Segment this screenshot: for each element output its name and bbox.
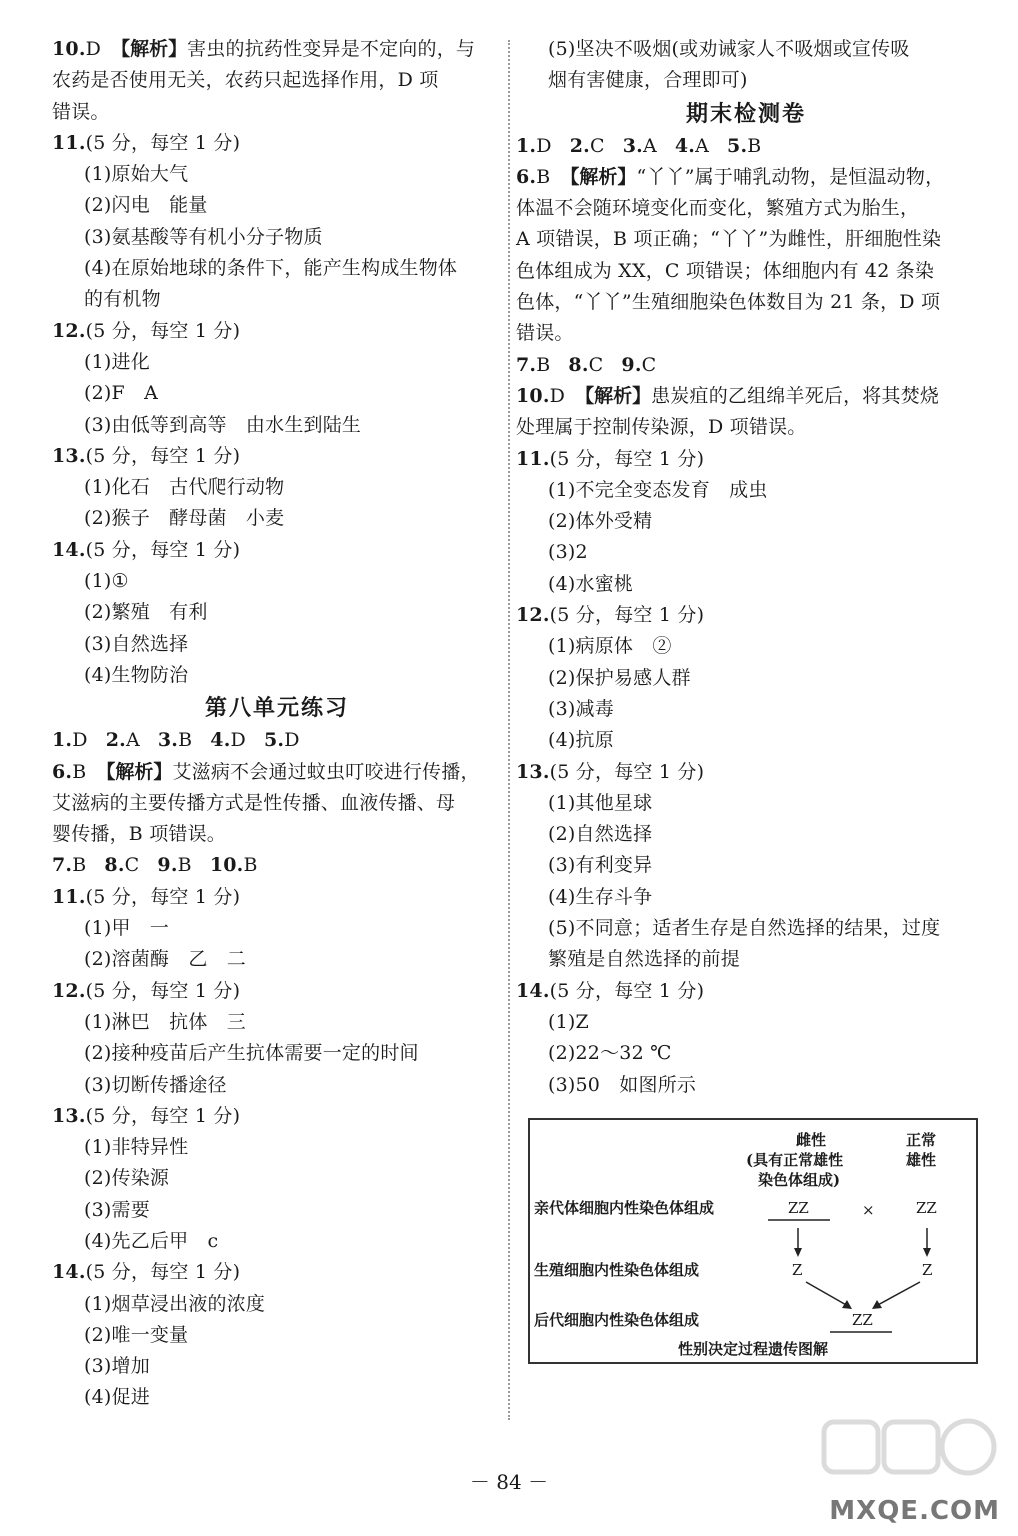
page-number: － 84 －	[469, 1470, 549, 1494]
question-number: 7.	[52, 854, 73, 877]
question-answer: B	[536, 165, 551, 188]
sub-answer: (4)抗原	[548, 729, 614, 752]
sub-answer: (2)唯一变量	[84, 1323, 189, 1346]
question-answer: (5 分，每空 1 分)	[549, 979, 705, 1002]
question-answer: (5 分，每空 1 分)	[549, 760, 705, 783]
answer-choice: C	[588, 353, 604, 376]
question-number: 4.	[674, 134, 696, 157]
answer-choice: D	[72, 729, 88, 752]
question-number: 14.	[52, 1261, 86, 1284]
answer-choice: C	[589, 134, 605, 157]
question-line	[516, 757, 976, 788]
sub-answer: (3)有利变异	[548, 854, 653, 877]
sub-answer: (1)烟草浸出液的浓度	[84, 1292, 266, 1315]
continuation-line: 色体组成为 XX，C 项错误；体细胞内有 42 条染	[516, 259, 935, 282]
continuation-line: 错误。	[52, 100, 110, 123]
question-number: 12.	[52, 979, 86, 1002]
question-line	[52, 316, 502, 347]
continuation-line: 农药是否使用无关，农药只起选择作用，D 项	[52, 69, 439, 92]
sub-answer: (2)传染源	[84, 1167, 170, 1190]
sub-answer: (3)切断传播途径	[84, 1073, 227, 1096]
question-number: 13.	[516, 760, 550, 783]
question-number: 6.	[516, 165, 537, 188]
question-line	[52, 34, 502, 65]
analysis-text: 患炭疽的乙组绵羊死后，将其焚烧	[651, 384, 940, 407]
question-number: 12.	[516, 604, 550, 627]
sub-answer: (2)猴子 酵母菌 小麦	[84, 507, 285, 530]
sub-answer: (2)溶菌酶 乙 二	[84, 948, 246, 971]
analysis-tag: 【解析】	[575, 384, 652, 407]
question-number: 13.	[52, 444, 86, 467]
question-number: 2.	[105, 729, 126, 752]
analysis-text: 害虫的抗药性变异是不定向的，与	[187, 38, 476, 60]
question-line	[516, 976, 976, 1007]
sub-answer: (4)生存斗争	[548, 885, 653, 908]
answer-choice: D	[536, 134, 552, 157]
question-answer: (5 分，每空 1 分)	[85, 319, 241, 342]
answer-choice: B	[747, 134, 762, 157]
question-answer: B	[72, 760, 87, 783]
diagram-row3-label: 后代细胞内性染色体组成	[534, 1311, 700, 1329]
question-line	[52, 882, 502, 913]
question-line	[52, 976, 502, 1007]
answer-row	[516, 350, 976, 381]
sub-answer: (2)体外受精	[548, 510, 653, 533]
answer-choice: D	[230, 729, 246, 752]
answer-choice: B	[72, 854, 87, 877]
sub-answer: (3)2	[548, 541, 588, 564]
question-number: 5.	[263, 729, 285, 752]
sub-answer: (4)先乙后甲 c	[84, 1229, 219, 1252]
diagram-col1-sub1: (具有正常雄性	[746, 1151, 844, 1169]
analysis-text: “丫丫”属于哺乳动物，是恒温动物，	[636, 165, 945, 188]
question-number: 10.	[209, 854, 244, 877]
sub-answer: (2)闪电 能量	[84, 194, 208, 217]
question-line	[516, 162, 976, 193]
left-column	[52, 34, 502, 1414]
question-number: 3.	[157, 729, 179, 752]
answer-choice: B	[177, 854, 192, 877]
answer-choice: D	[284, 729, 300, 752]
question-answer: (5 分，每空 1 分)	[85, 444, 241, 467]
question-number: 3.	[622, 134, 643, 157]
diagram-gamete-right: Z	[922, 1261, 933, 1279]
section-title: 期末检测卷	[685, 100, 806, 127]
diagram-caption: 性别决定过程遗传图解	[677, 1340, 828, 1358]
right-column	[516, 34, 976, 1101]
answer-row	[52, 850, 502, 881]
sub-answer: (2)保护易感人群	[548, 666, 691, 689]
answer-choice: A	[642, 134, 657, 157]
analysis-text: 艾滋病不会通过蚊虫叮咬进行传播，	[172, 760, 480, 783]
sub-answer: (1)①	[84, 570, 129, 593]
question-line	[52, 757, 502, 788]
sub-answer: (4)水蜜桃	[548, 572, 634, 595]
diagram-col2-sub: 雄性	[906, 1151, 937, 1169]
sub-answer: (1)非特异性	[84, 1136, 189, 1159]
question-answer: (5 分，每空 1 分)	[549, 604, 705, 627]
question-number: 7.	[516, 353, 537, 376]
question-number: 14.	[52, 538, 86, 561]
answer-choice: A	[125, 729, 140, 752]
sub-answer: 的有机物	[84, 288, 161, 311]
question-number: 6.	[52, 760, 73, 783]
question-answer: (5 分，每空 1 分)	[85, 538, 241, 561]
question-answer: (5 分，每空 1 分)	[85, 979, 241, 1002]
question-number: 9.	[621, 353, 642, 376]
question-answer: D	[85, 38, 102, 60]
answer-choice: B	[536, 353, 551, 376]
sub-answer: 繁殖是自然选择的前提	[548, 948, 741, 971]
sub-answer: (5)坚决不吸烟(或劝诫家人不吸烟或宣传吸	[548, 38, 910, 60]
sub-answer: (1)进化	[84, 350, 150, 373]
answer-choice: C	[641, 353, 657, 376]
sub-answer: (3)自然选择	[84, 632, 189, 655]
continuation-line: 色体，“丫丫”生殖细胞染色体数目为 21 条，D 项	[516, 291, 941, 314]
question-line	[52, 441, 502, 472]
question-line	[516, 381, 976, 412]
question-number: 10.	[52, 38, 86, 60]
sub-answer: (3)减毒	[548, 697, 614, 720]
question-answer: (5 分，每空 1 分)	[549, 447, 705, 470]
answer-row	[52, 725, 502, 756]
question-number: 8.	[104, 854, 125, 877]
sub-answer: (3)氨基酸等有机小分子物质	[84, 225, 323, 248]
sub-answer: (2)F A	[84, 382, 159, 405]
diagram-parent-right: ZZ	[916, 1199, 937, 1217]
sub-answer: (1)甲 一	[84, 917, 170, 940]
question-line	[52, 1257, 502, 1288]
question-answer: D	[549, 384, 566, 407]
question-number: 1.	[516, 134, 537, 157]
sub-answer: (1)不完全变态发育 成虫	[548, 478, 768, 501]
question-line	[52, 535, 502, 566]
sub-answer: (1)化石 古代爬行动物	[84, 476, 285, 499]
question-line	[516, 444, 976, 475]
sub-answer: (3)增加	[84, 1355, 150, 1378]
question-line	[516, 600, 976, 631]
sub-answer: (1)淋巴 抗体 三	[84, 1010, 246, 1033]
diagram-gamete-left: Z	[792, 1261, 803, 1279]
sub-answer: (4)生物防治	[84, 663, 189, 686]
answer-choice: B	[243, 854, 258, 877]
question-line	[52, 1101, 502, 1132]
question-number: 11.	[52, 885, 86, 908]
question-number: 11.	[52, 131, 86, 154]
sub-answer: (2)繁殖 有利	[84, 601, 208, 624]
sub-answer: (2)接种疫苗后产生抗体需要一定的时间	[84, 1042, 419, 1065]
diagram-col1-sub2: 染色体组成)	[758, 1171, 841, 1189]
question-number: 2.	[569, 134, 590, 157]
question-number: 9.	[157, 854, 178, 877]
question-number: 14.	[516, 979, 550, 1002]
diagram-col2-title: 正常	[906, 1131, 937, 1149]
answer-row	[516, 131, 976, 162]
question-number: 4.	[210, 729, 231, 752]
diagram-parent-left: ZZ	[788, 1199, 809, 1217]
sub-answer: (1)Z	[548, 1010, 589, 1033]
diagram-offspring: ZZ	[852, 1311, 873, 1329]
sub-answer: (3)由低等到高等 由水生到陆生	[84, 413, 362, 436]
question-number: 11.	[516, 447, 550, 470]
sub-answer: (1)病原体 ②	[548, 635, 672, 658]
sub-answer: (3)50 如图所示	[548, 1073, 697, 1096]
question-number: 8.	[568, 353, 589, 376]
column-divider	[508, 40, 510, 1420]
question-answer: (5 分，每空 1 分)	[85, 1261, 241, 1284]
continuation-line: 婴传播，B 项错误。	[52, 823, 227, 846]
analysis-tag: 【解析】	[560, 165, 637, 188]
diagram-col1-title: 雌性	[796, 1131, 827, 1149]
watermark-text: MXQE.COM	[829, 1496, 1000, 1526]
sub-answer: 烟有害健康，合理即可)	[548, 69, 748, 92]
diagram-arrows	[530, 1120, 980, 1366]
answer-choice: B	[178, 729, 193, 752]
question-number: 13.	[52, 1104, 86, 1127]
continuation-line: 处理属于控制传染源，D 项错误。	[516, 416, 807, 439]
sub-answer: (4)在原始地球的条件下，能产生构成生物体	[84, 257, 458, 280]
sub-answer: (2)22～32 ℃	[548, 1042, 672, 1065]
answer-choice: A	[695, 134, 710, 157]
sub-answer: (1)原始大气	[84, 163, 189, 186]
question-line	[52, 128, 502, 159]
question-answer: (5 分，每空 1 分)	[85, 885, 241, 908]
sub-answer: (1)其他星球	[548, 791, 653, 814]
continuation-line: 艾滋病的主要传播方式是性传播、血液传播、母	[52, 791, 456, 814]
sub-answer: (5)不同意；适者生存是自然选择的结果，过度	[548, 917, 941, 940]
analysis-tag: 【解析】	[111, 38, 188, 60]
sub-answer: (3)需要	[84, 1198, 150, 1221]
inheritance-diagram	[528, 1118, 978, 1364]
question-number: 5.	[727, 134, 748, 157]
question-number: 12.	[52, 319, 86, 342]
question-answer: (5 分，每空 1 分)	[85, 131, 241, 154]
section-title: 第八单元练习	[204, 695, 349, 722]
sub-answer: (2)自然选择	[548, 823, 653, 846]
answer-choice: C	[124, 854, 140, 877]
question-number: 1.	[52, 729, 73, 752]
continuation-line: A 项错误，B 项正确；“丫丫”为雌性，肝细胞性染	[516, 228, 942, 251]
analysis-tag: 【解析】	[96, 760, 173, 783]
question-answer: (5 分，每空 1 分)	[85, 1104, 241, 1127]
diagram-row2-label: 生殖细胞内性染色体组成	[534, 1261, 700, 1279]
question-number: 10.	[516, 384, 550, 407]
diagram-cross: ×	[862, 1201, 875, 1219]
continuation-line: 体温不会随环境变化而变化，繁殖方式为胎生，	[516, 197, 920, 220]
sub-answer: (4)促进	[84, 1386, 150, 1409]
continuation-line: 错误。	[516, 322, 574, 345]
diagram-row1-label: 亲代体细胞内性染色体组成	[534, 1199, 715, 1217]
